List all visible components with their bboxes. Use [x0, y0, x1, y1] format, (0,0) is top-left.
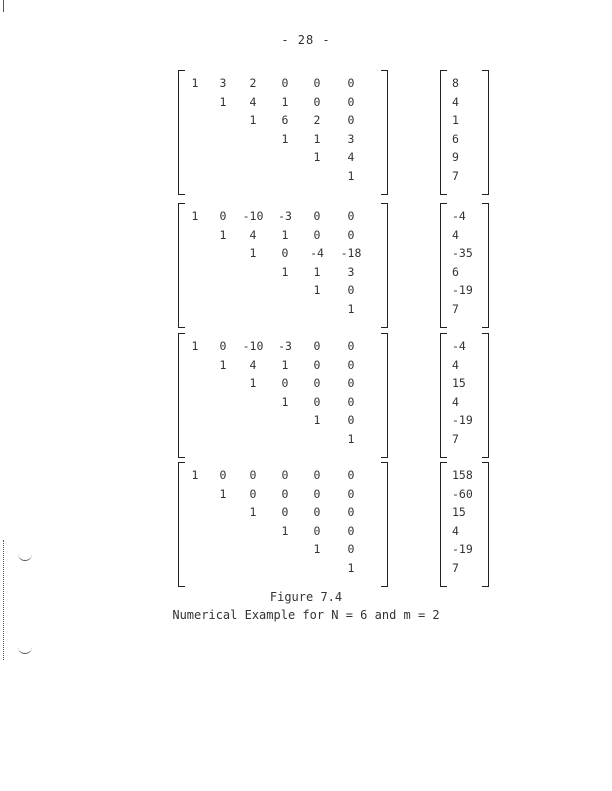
- matrix-cell: 1: [347, 431, 355, 446]
- matrix-cell: 1: [281, 523, 289, 538]
- matrix-cell: 1: [249, 505, 257, 519]
- matrix-cell: 0: [281, 376, 289, 390]
- vector-cell: 6: [452, 131, 459, 146]
- vector-cell: 8: [452, 76, 459, 90]
- matrix-cell: 0: [281, 505, 289, 519]
- matrix-cell: 0: [219, 209, 227, 223]
- matrix-cell: 1: [347, 301, 355, 316]
- matrix-cell: 0: [347, 76, 355, 90]
- matrix-block: [178, 203, 490, 326]
- vector-cell: -4: [452, 209, 466, 223]
- matrix-cell: -3: [278, 339, 292, 353]
- vector-cell: -19: [452, 542, 473, 556]
- scan-mark: [18, 645, 32, 654]
- matrix-cell: 1: [249, 246, 257, 260]
- matrix-cell: 0: [313, 94, 321, 109]
- scan-mark: [3, 0, 4, 12]
- matrix-cell: 0: [313, 339, 321, 353]
- scan-mark: [3, 540, 4, 660]
- matrix-cell: 0: [313, 468, 321, 482]
- matrix-cell: 1: [281, 94, 289, 109]
- matrix-cell: 0: [313, 227, 321, 242]
- matrix-cell: 1: [313, 264, 321, 279]
- matrix-cell: 0: [313, 394, 321, 409]
- matrix-cell: -10: [242, 339, 264, 353]
- matrix-cell: 0: [347, 94, 355, 109]
- vector-cell: 7: [452, 168, 459, 183]
- vector-cell: -4: [452, 339, 466, 353]
- matrix-cell: 1: [281, 227, 289, 242]
- matrix-cell: 0: [347, 376, 355, 390]
- matrix-cell: 0: [249, 468, 257, 482]
- matrix-cell: 1: [347, 560, 355, 575]
- matrix-cell: 1: [281, 394, 289, 409]
- vector-cell: 15: [452, 505, 466, 519]
- vector-cell: 4: [452, 394, 459, 409]
- matrix-cell: 3: [347, 131, 355, 146]
- vector-left-bracket: [440, 203, 447, 328]
- matrix-cell: 1: [191, 339, 199, 353]
- matrix-block: [178, 70, 490, 193]
- matrix-cell: 0: [313, 376, 321, 390]
- matrix-cell: 0: [249, 486, 257, 501]
- matrix-cell: 0: [347, 505, 355, 519]
- vector-cell: 9: [452, 150, 459, 164]
- matrix-cell: 0: [347, 357, 355, 372]
- matrix-cell: 1: [249, 376, 257, 390]
- matrix-cell: 1: [347, 168, 355, 183]
- matrix-cell: 1: [281, 264, 289, 279]
- matrix-cell: 6: [281, 113, 289, 127]
- matrix-cell: 0: [347, 394, 355, 409]
- matrix-cell: 1: [219, 486, 227, 501]
- matrix-cell: 0: [347, 486, 355, 501]
- matrix-cell: 0: [313, 76, 321, 90]
- matrix-cell: 0: [281, 246, 289, 260]
- matrix-cell: 4: [249, 94, 257, 109]
- vector-cell: 1: [452, 113, 459, 127]
- matrix-cell: 1: [191, 209, 199, 223]
- matrix-cell: 3: [347, 264, 355, 279]
- vector-cell: 15: [452, 376, 466, 390]
- matrix-cell: 0: [347, 227, 355, 242]
- vector-cell: -19: [452, 413, 473, 427]
- matrix-cell: 1: [191, 76, 199, 90]
- matrix-cell: 0: [347, 283, 355, 297]
- matrix-cell: -3: [278, 209, 292, 223]
- matrix-cell: 1: [313, 131, 321, 146]
- matrix-cell: 1: [219, 357, 227, 372]
- matrix-cell: 0: [313, 357, 321, 372]
- matrix-cell: 1: [313, 542, 321, 556]
- page-number: - 28 -: [281, 33, 331, 47]
- matrix-right-bracket: [381, 462, 388, 587]
- matrix-cell: 1: [281, 357, 289, 372]
- matrix-block: [178, 462, 490, 585]
- vector-left-bracket: [440, 333, 447, 458]
- matrix-right-bracket: [381, 333, 388, 458]
- figure-subtitle: Numerical Example for N = 6 and m = 2: [172, 608, 440, 622]
- matrix-cell: 1: [219, 94, 227, 109]
- matrix-cell: 0: [347, 413, 355, 427]
- vector-cell: -19: [452, 283, 473, 297]
- vector-cell: -35: [452, 246, 473, 260]
- matrix-cell: 0: [219, 339, 227, 353]
- matrix-cell: 1: [313, 150, 321, 164]
- matrix-cell: -4: [310, 246, 324, 260]
- matrix-cell: 0: [281, 468, 289, 482]
- matrix-cell: 0: [313, 505, 321, 519]
- matrix-cell: 2: [313, 113, 321, 127]
- matrix-cell: 2: [249, 76, 257, 90]
- matrix-cell: 0: [347, 339, 355, 353]
- vector-cell: 7: [452, 560, 459, 575]
- matrix-cell: 0: [313, 209, 321, 223]
- matrix-cell: 0: [347, 523, 355, 538]
- matrix-cell: 0: [313, 486, 321, 501]
- matrix-cell: 1: [219, 227, 227, 242]
- matrix-cell: -10: [242, 209, 264, 223]
- matrix-cell: 0: [281, 76, 289, 90]
- matrix-cell: 0: [313, 523, 321, 538]
- vector-cell: 158: [452, 468, 473, 482]
- vector-cell: 4: [452, 523, 459, 538]
- vector-cell: 4: [452, 227, 459, 242]
- matrix-cell: 1: [249, 113, 257, 127]
- matrix-cell: 4: [347, 150, 355, 164]
- matrix-block: [178, 333, 490, 456]
- matrix-cell: 0: [219, 468, 227, 482]
- vector-cell: 6: [452, 264, 459, 279]
- matrix-cell: 0: [347, 468, 355, 482]
- matrix-right-bracket: [381, 70, 388, 195]
- vector-left-bracket: [440, 70, 447, 195]
- vector-cell: -60: [452, 486, 473, 501]
- matrix-cell: 0: [347, 113, 355, 127]
- matrix-cell: 4: [249, 357, 257, 372]
- matrix-cell: 1: [191, 468, 199, 482]
- matrix-cell: 4: [249, 227, 257, 242]
- matrix-cell: 1: [313, 283, 321, 297]
- vector-cell: 4: [452, 94, 459, 109]
- matrix-cell: 0: [347, 209, 355, 223]
- vector-left-bracket: [440, 462, 447, 587]
- figure-title: Figure 7.4: [269, 590, 343, 604]
- matrix-cell: 3: [219, 76, 227, 90]
- matrix-cell: 1: [313, 413, 321, 427]
- matrix-cell: 0: [347, 542, 355, 556]
- vector-cell: 7: [452, 301, 459, 316]
- matrix-cell: 1: [281, 131, 289, 146]
- vector-cell: 7: [452, 431, 459, 446]
- vector-cell: 4: [452, 357, 459, 372]
- matrix-right-bracket: [381, 203, 388, 328]
- scan-mark: [18, 552, 32, 561]
- matrix-cell: 0: [281, 486, 289, 501]
- matrix-cell: -18: [340, 246, 362, 260]
